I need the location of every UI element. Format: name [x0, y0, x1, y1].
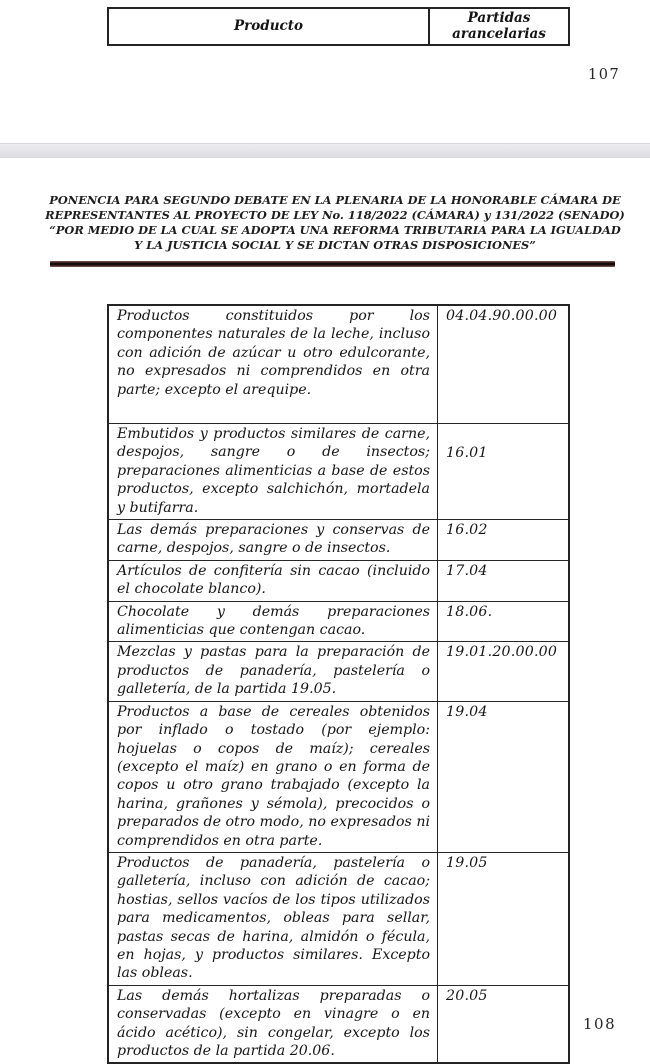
- tariff-code-cell: 04.04.90.00.00: [438, 305, 570, 424]
- page-number-current: 107: [588, 67, 621, 83]
- tariff-code-cell: 18.06.: [438, 601, 570, 642]
- continuation-table-header: [107, 7, 570, 46]
- tariff-code-cell: 19.01.20.00.00: [438, 642, 570, 701]
- title-rule: [50, 261, 615, 267]
- product-cell: Chocolate y demás preparaciones alimenticias que contengan cacao.: [108, 601, 438, 642]
- table-row: [108, 560, 569, 601]
- table-row: [108, 701, 569, 852]
- product-cell: Productos a base de cereales obtenidos por inflado o tostado (por ejemplo: hojuelas o copos de maíz); cereales (excepto el maíz) en grano o en forma de copos u otro grano trabajado (excepto la harina, grañones y sémola), precocidos o preparados de otro modo, no expresados ni comprendidos en otra parte.: [108, 701, 438, 852]
- tariff-code-cell: 20.05: [438, 985, 570, 1063]
- tariff-code-cell: 16.01: [438, 424, 570, 520]
- product-cell: Productos de panadería, pastelería o galletería, incluso con adición de cacao; hostias, sellos vacíos de los tipos utilizados para medicamentos, obleas para sellar, pastas secas de harina, almidón o fécula, en hojas, y productos similares. Excepto las obleas.: [108, 852, 438, 985]
- page-number-next: 108: [583, 1015, 617, 1033]
- product-cell: Productos constituidos por los componentes naturales de la leche, incluso con adición de azúcar u otro edulcorante, no expresados ni comprendidos en otra parte; excepto el arequipe.: [108, 305, 438, 424]
- table-row: [108, 305, 569, 424]
- page-separator-band: [0, 143, 650, 158]
- column-header-partidas: Partidas arancelarias: [429, 8, 569, 45]
- table-row: [108, 601, 569, 642]
- table-header-row: [108, 8, 569, 45]
- tariff-code-cell: 16.02: [438, 520, 570, 561]
- product-cell: Las demás hortalizas preparadas o conservadas (excepto en vinagre o en ácido acético), sin congelar, excepto los productos de la partida 20.06.: [108, 985, 438, 1063]
- table-row: [108, 424, 569, 520]
- products-table: [107, 304, 570, 1064]
- tariff-code-cell: 19.05: [438, 852, 570, 985]
- table-row: [108, 985, 569, 1063]
- table-row: [108, 520, 569, 561]
- product-cell: Artículos de confitería sin cacao (incluido el chocolate blanco).: [108, 560, 438, 601]
- product-cell: Mezclas y pastas para la preparación de productos de panadería, pastelería o galletería, de la partida 19.05.: [108, 642, 438, 701]
- document-title: PONENCIA PARA SEGUNDO DEBATE EN LA PLENARIA DE LA HONORABLE CÁMARA DE REPRESENTANTES AL PROYECTO DE LEY No. 118/2022 (CÁMARA) y 131/2022 (SENADO) “POR MEDIO DE LA CUAL SE ADOPTA UNA REFORMA TRIBUTARIA PARA LA IGUALDAD Y LA JUSTICIA SOCIAL Y SE DICTAN OTRAS DISPOSICIONES”: [45, 193, 625, 252]
- product-cell: Embutidos y productos similares de carne, despojos, sangre o de insectos; preparaciones alimenticias a base de estos productos, excepto salchichón, mortadela y butifarra.: [108, 424, 438, 520]
- table-row: [108, 852, 569, 985]
- tariff-code-cell: 19.04: [438, 701, 570, 852]
- table-row: [108, 642, 569, 701]
- tariff-code-cell: 17.04: [438, 560, 570, 601]
- column-header-producto: Producto: [108, 8, 429, 45]
- product-cell: Las demás preparaciones y conservas de carne, despojos, sangre o de insectos.: [108, 520, 438, 561]
